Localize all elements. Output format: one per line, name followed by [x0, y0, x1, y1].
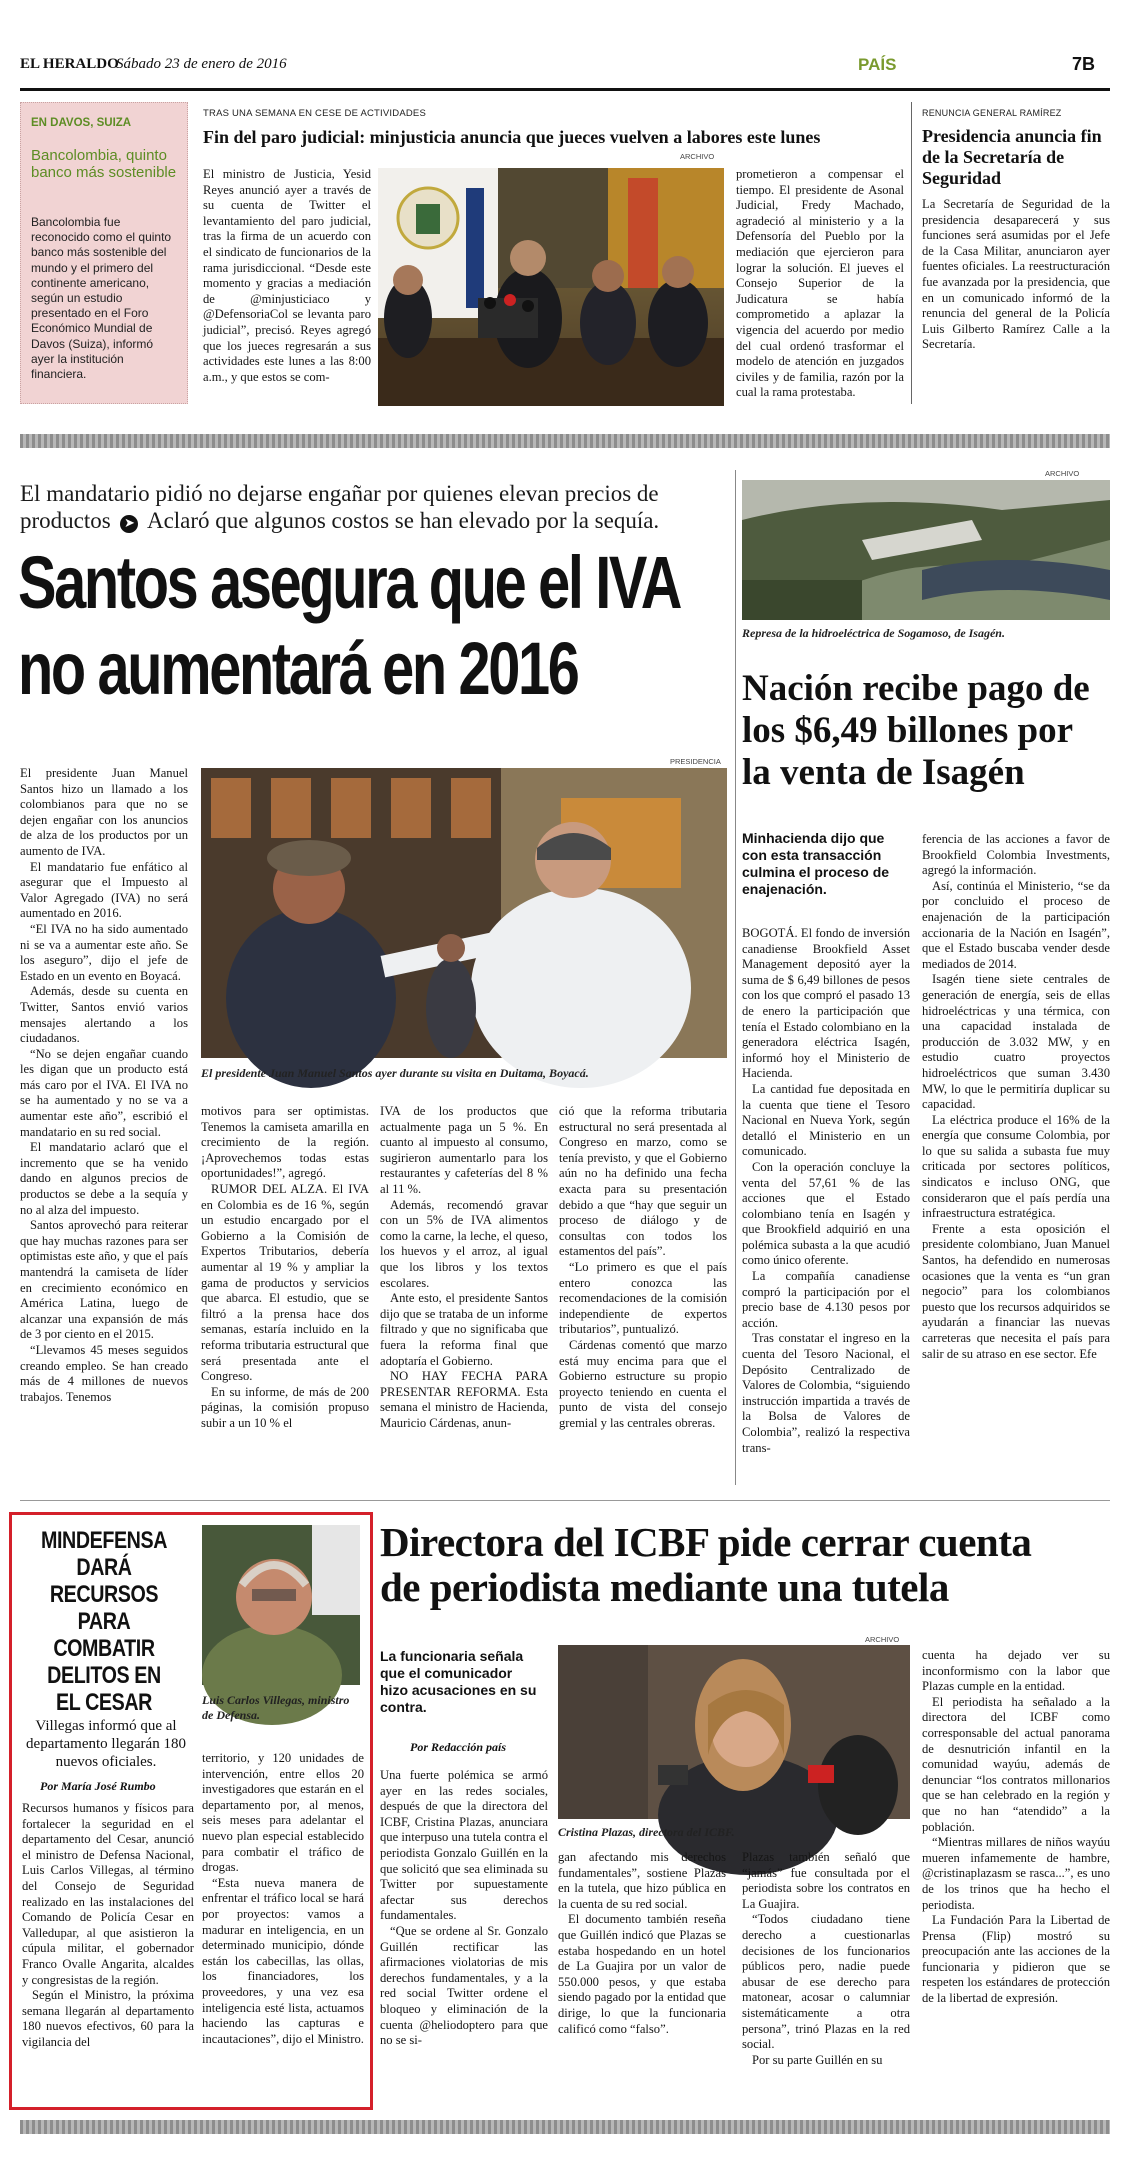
iva-p1: El presidente Juan Manuel Santos hizo un llamado a los colombianos para que no se dejen engañar con los anuncios de alza de los productos por un aumento de IVA.	[20, 766, 188, 858]
section-band-bottom	[20, 2120, 1110, 2134]
icbf-col1-p1: Una fuerte polémica se armó ayer en las redes sociales, después de que la directora del ICBF, Cristina Plazas, anunciara que interpuso una tutela contra el periodista Gonzalo Guillén en la que solicitó que sea eliminada su Twitter por supuestamente afectar sus derechos fundamentales.	[380, 1768, 548, 1923]
section-band-top	[20, 434, 1110, 448]
renuncia-headline: Presidencia anuncia fin de la Secretaría de Seguridad	[922, 126, 1102, 188]
icbf-headline	[380, 1520, 1110, 1610]
isagen-col1-p2: La cantidad fue depositada en la cuenta que tiene el Tesoro Nacional en Nueva York, según detalló el Ministerio en un comunicado.	[742, 1081, 910, 1159]
iva-headline-line2: no aumentará en 2016	[18, 627, 578, 710]
mindefensa-col1-p1: Recursos humanos y físicos para fortalecer la seguridad en el departamento del Cesar, anunció el ministro de Defensa Nacional, Luis Carlos Villegas, al término del Consejo de Seguridad realizado en las instalaciones del Comando de Policía Cesar en Valledupar, al que asistieron la cúpula militar, el gobernador Franco Ovalle Angarita, alcaldes y congresistas de la región.	[22, 1801, 194, 1987]
icbf-col4-p1: cuenta ha dejado ver su inconformismo con la labor que Plazas cumple en la entidad.	[922, 1648, 1110, 1694]
judicial-photo	[378, 168, 724, 406]
ad-headline: Bancolombia, quinto banco más sostenible	[31, 147, 177, 181]
icbf-byline: Por Redacción país	[410, 1740, 506, 1754]
mindefensa-box	[9, 1512, 373, 2110]
icbf-col3-p1: Plazas también señaló que “jamás” fue consultada por el periodista sobre los contratos en La Guajira.	[742, 1850, 910, 1911]
isagen-col1-p3: Con la operación concluye la venta del 57,61 % de las acciones que el Estado colombiano tenía en Isagén y que Brookfield adquirió en una polémica subasta a la que acudió como único oferente.	[742, 1159, 910, 1268]
renuncia-kicker: RENUNCIA GENERAL RAMÍREZ	[922, 108, 1062, 118]
isagen-col2-p2: Así, continúa el Ministerio, “se da por concluido el proceso de enajenación de la participación accionaria de la Nación en Isagén”, que el Estado buscaba vender desde mediados de 2014.	[922, 878, 1110, 971]
ad-text: Bancolombia fue reconocido como el quinto banco más sostenible del mundo y el primero del continente americano, según un estudio presentado en el Foro Económico Mundial de Davos (Suiza), informó ayer la institución financiera.	[31, 215, 172, 382]
isagen-col1-p1: BOGOTÁ. El fondo de inversión canadiense Brookfield Asset Management depositó ayer la suma de $ 6,49 billones de pesos con los que compró el pasado 13 de enero la participación que tenía el Estado colombiano en la generadora eléctrica Isagén, informó hoy el Ministerio de Hacienda.	[742, 926, 910, 1081]
judicial-kicker: TRAS UNA SEMANA EN CESE DE ACTIVIDADES	[203, 108, 426, 119]
iva-deck	[20, 480, 720, 534]
icbf-col4-p4: La Fundación Para la Libertad de Prensa (Flip) mostró su preocupación ante las acciones de la funcionaria y pidieron que se respeten los estándares de protección de la libertad de expresión.	[922, 1913, 1110, 2006]
judicial-col2-text: prometieron a compensar el tiempo. El presidente de Asonal Judicial, Fredy Machado, agradeció al ministerio y a la Defensoría del Pueblo por la mediación que ejercieron para lograr la solución. El jueves el Consejo Superior de la Judicatura se había comprometido a aplazar la vigencia del acuerdo por medio del cual ordenó trasformar el modelo de atención en juzgados civiles y de familia, razón por la cual la rama protestaba.	[736, 167, 904, 400]
icbf-headline-line1: Directora del ICBF pide cerrar cuenta	[380, 1519, 1032, 1565]
isagen-col2-p3: Isagén tiene siete centrales de generación de energía, seis de ellas hidroeléctricas y una térmica, con una capacidad instalada de producción de 3.032 MW, y en estudio cuatro proyectos hidroeléctricos que suman 3.430 MW, lo que le permitiría duplicar su capacidad.	[922, 972, 1110, 1112]
isagen-col1-p4: La compañía canadiense compró la participación por el precio base de 4.130 pesos por acción.	[742, 1269, 910, 1330]
mindefensa-col2-p1: territorio, y 120 unidades de intervención, entre ellos 20 investigadores que estarán en el departamento por, al menos, seis meses para adelantar el nuevo plan especial establecido para combatir el tráfico de drogas.	[202, 1751, 364, 1875]
iva-col4	[559, 1104, 727, 1482]
icbf-photo	[558, 1645, 910, 1819]
paper-name: EL HERALDO	[20, 56, 119, 72]
icbf-col2-p2: El documento también reseña que Guillén indicó que Plazas se estaba hospedando en un hotel de La Guajira por un valor de 550.000 pesos, y que estaba siendo pagado por la entidad que dirige, lo que la funcionaria calificó como “falso”.	[558, 1912, 726, 2036]
judicial-col2	[736, 167, 904, 407]
iva-col2	[201, 1104, 369, 1482]
iva-col4-p1: ció que la reforma tributaria estructural no será presentada al Congreso en marzo, como se tenía previsto, y que el Gobierno aún no ha definido una fecha exacta para su presentación debido a que “hay que seguir un proceso de diálogo y de consultas con todos los estamentos del país”.	[559, 1104, 727, 1259]
iva-p8: “Llevamos 45 meses seguidos creando empleo. Se han creado más de 4 millones de nuevos trabajos. Tenemos	[20, 1342, 188, 1404]
icbf-col3-p3: Por su parte Guillén en su	[752, 2052, 883, 2067]
bancolombia-ad	[20, 102, 188, 404]
issue-date: Sábado 23 de enero de 2016	[116, 56, 287, 72]
icbf-col4-p2: El periodista ha señalado a la directora del ICBF como corresponsable del actual panorama de desnutrición infantil en la comunidad wayúu, además de denunciar “los contratos millonarios que se han celebrado en la región y que no han “atendido” a la población.	[922, 1694, 1110, 1834]
page-number: 7B	[1072, 54, 1096, 74]
arrow-right-icon: ➤	[120, 515, 138, 533]
ad-location: EN DAVOS, SUIZA	[31, 117, 132, 129]
icbf-col1	[380, 1768, 548, 2112]
isagen-col2-p5: Frente a esta oposición el presidente colombiano, Juan Manuel Santos, ha defendido en numerosas ocasiones que la venta es “un gran negocio” para los colombianos puesto que los recursos adquiridos se ayudarán a financiar las nuevas carreteras que necesita el país para salir de su atraso en ese sector. Efe	[922, 1221, 1110, 1361]
iva-col2-p3: En su informe, de más de 200 páginas, la comisión propuso subir a un 10 % el	[201, 1384, 369, 1430]
iva-col3-p2: Además, recomendó gravar con un 5% de IVA alimentos como la carne, la leche, el queso, los huevos y el arroz, al igual que los libros y los textos escolares.	[380, 1197, 548, 1290]
icbf-col1-p2: “Que se ordene al Sr. Gonzalo Guillén rectificar las afirmaciones violatorias de mis derechos fundamentales, y a la red social Twitter ordene el bloqueo y eliminación de la cuenta @heliodoptero para que no se si-	[380, 1923, 548, 2048]
isagen-photo	[742, 480, 1110, 620]
iva-p3: “El IVA no ha sido aumentado ni se va a aumentar este año. Se los aseguro”, dijo el jefe de Estado en un evento en Boyacá.	[20, 921, 188, 983]
iva-isagen-divider	[735, 470, 736, 1485]
iva-headline-line1: Santos asegura que el IVA	[18, 541, 681, 624]
iva-headline	[18, 540, 681, 720]
section-label: PAÍS	[858, 55, 897, 74]
iva-col3-p1: IVA de los productos que actualmente paga un 5 %. En cuanto al impuesto al consumo, sugirieron aumentarlo para los restaurantes y cafeterías del 8 % al 11 %.	[380, 1104, 548, 1196]
icbf-headline-line2: de periodista mediante una tutela	[380, 1564, 949, 1610]
iva-photo-caption: El presidente Juan Manuel Santos ayer durante su visita en Duitama, Boyacá.	[201, 1066, 589, 1080]
icbf-col2	[558, 1850, 726, 2112]
renuncia-text-body: La Secretaría de Seguridad de la presidencia desaparecerá y sus funciones será asumidas por el Jefe de la Casa Militar, anunciaron ayer fuentes oficiales. La reestructuración fue avanzada por la presidencia, que en un comunicado informó de la renuncia del general de la Policía Luis Gilberto Ramírez Calle a la Secretaría.	[922, 197, 1110, 352]
icbf-col4-p3: “Mientras millares de niños wayúu mueren infamemente de hambre, @cristinaplazasm se rasca...”, es uno de los trinos que ha hecho el periodista.	[922, 1835, 1110, 1912]
iva-col3-p3: Ante esto, el presidente Santos dijo que se trataba de un informe filtrado y que no significaba que fuera la reforma final que adoptaría el Gobierno.	[380, 1291, 548, 1368]
iva-col3-p4: NO HAY FECHA PARA PRESENTAR REFORMA. Esta semana el ministro de Hacienda, Mauricio Cárdenas, anun-	[380, 1369, 548, 1430]
isagen-deck: Minhacienda dijo que con esta transacción culmina el proceso de enajenación.	[742, 830, 890, 897]
isagen-photo-graphic	[742, 480, 1110, 620]
bottom-section-rule	[20, 1500, 1110, 1501]
iva-photo-graphic	[201, 768, 727, 1058]
judicial-col1-text: El ministro de Justicia, Yesid Reyes anunció ayer a través de su cuenta de Twitter el levantamiento del paro judicial, tras la firma de un acuerdo con el sindicato de funcionarios de la rama jurisdiccional. “Desde este momento y gracias a mediación de @minjusticiaco y @DefensoriaCol se levanta paro judicial”, precisó. Reyes agregó que los jueces regresarán a sus actividades este lunes a las 8:00 a.m., y que estos se com-	[203, 167, 371, 384]
mindefensa-photo-graphic	[202, 1525, 360, 1685]
mindefensa-col2-p2: “Esta nueva manera de enfrentar el tráfico local se hará por proyectos: vamos a madurar en inteligencia, en un determinado municipio, dónde están los cabecillas, las ollas, los financiadores, los proveedores, y una vez esa inteligencia esté lista, actuamos haciendo las capturas e incautaciones”, dijo el Ministro.	[202, 1875, 364, 2046]
iva-col1	[20, 766, 188, 1484]
mindefensa-col2	[202, 1751, 364, 2105]
mindefensa-deck: Villegas informó que al departamento llegarán 180 nuevos oficiales.	[26, 1718, 186, 1770]
icbf-col4	[922, 1648, 1110, 2112]
isagen-col2-p1: ferencia de las acciones a favor de Brookfield Colombia Investments, agregó la información.	[922, 832, 1110, 878]
judicial-divider	[911, 102, 912, 404]
icbf-deck: La funcionaria señala que el comunicador hizo acusaciones en su contra.	[380, 1648, 537, 1715]
iva-col2-p1: motivos para ser optimistas. Tenemos la camiseta amarilla en crecimiento de la región. ¡Aprovechemos todas estas oportunidades!”, agregó.	[201, 1104, 369, 1181]
mindefensa-col1-p2: Según el Ministro, la próxima semana llegarán al departamento 180 nuevos efectivos, 60 para la vigilancia del	[22, 1988, 194, 2049]
isagen-col1-p5: Tras constatar el ingreso en la cuenta del Tesoro Nacional, el Depósito Centralizado de Valores de Colombia, “siguiendo instrucción impartida a través de la Bolsa de Valores de Colombia”, realizó la respectiva trans-	[742, 1331, 910, 1455]
isagen-col2	[922, 832, 1110, 1482]
isagen-photo-credit: ARCHIVO	[1045, 469, 1080, 478]
masthead-rule	[20, 88, 1110, 91]
iva-col3	[380, 1104, 548, 1482]
judicial-headline: Fin del paro judicial: minjusticia anuncia que jueces vuelven a labores este lunes	[203, 127, 821, 147]
icbf-col3-p2: “Todos ciudadano tiene derecho a cuestionarlas decisiones de los funcionarios públicos pero, nadie puede abusar de ese derecho para matonear, acosar o calumniar sistemáticamente a otra persona”, trinó Plazas en la red social.	[742, 1912, 910, 2052]
mindefensa-byline: Por María José Rumbo	[40, 1779, 156, 1793]
iva-p2: El mandatario fue enfático al asegurar que el Impuesto al Valor Agregado (IVA) no será aumentado en 2016.	[20, 859, 188, 921]
iva-deck-text-2: Aclaró que algunos costos se han elevado por la sequía.	[146, 508, 660, 533]
icbf-col3	[742, 1850, 910, 2112]
judicial-col1	[203, 167, 371, 407]
icbf-photo-caption: Cristina Plazas, directora del ICBF.	[558, 1825, 735, 1839]
isagen-col1	[742, 926, 910, 1482]
iva-p6: El mandatario aclaró que el incremento que se ha venido dando en algunos precios de productos se debe a la sequía y no al alza del impuesto.	[20, 1140, 188, 1217]
icbf-photo-credit: ARCHIVO	[865, 1635, 900, 1644]
mindefensa-photo-caption: Luis Carlos Villegas, ministro de Defensa.	[202, 1693, 350, 1722]
iva-p7: Santos aprovechó para reiterar que hay muchas razones para ser optimistas este año, y que el país mantendrá la camiseta de líder en crecimiento económico en América Latina, luego de alcanzar una expansión de más de 3 por ciento en el 2015.	[20, 1218, 188, 1342]
mindefensa-col1	[22, 1801, 194, 2105]
isagen-col2-p4: La eléctrica produce el 16% de la energía que consume Colombia, por lo que su salida a subasta fue muy criticada por sectores políticos, sindicatos e incluso ONG, que consideraron que el país perdía una infraestructura estratégica.	[922, 1112, 1110, 1221]
mindefensa-photo	[202, 1525, 360, 1685]
iva-p4: Además, desde su cuenta en Twitter, Santos envió varios mensajes alertando a los ciudadanos.	[20, 984, 188, 1046]
isagen-photo-caption: Represa de la hidroeléctrica de Sogamoso, de Isagén.	[742, 626, 1005, 640]
renuncia-text	[922, 197, 1110, 407]
mindefensa-headline: MINDEFENSA DARÁ RECURSOS PARA COMBATIR DELITOS EN EL CESAR	[40, 1527, 167, 1716]
iva-photo-credit: PRESIDENCIA	[670, 757, 721, 766]
iva-deck-text: El mandatario pidió no dejarse engañar por quienes elevan precios de productos	[20, 481, 659, 533]
masthead	[20, 52, 1110, 90]
icbf-photo-graphic	[558, 1645, 910, 1819]
iva-col4-p2: “Lo primero es que el país entero conozca las recomendaciones de la comisión independiente de expertos tributarios”, puntualizó.	[559, 1259, 727, 1337]
judicial-photo-credit: ARCHIVO	[680, 152, 715, 161]
icbf-col2-p1: gan afectando mis derechos fundamentales”, sostiene Plazas en la tutela, que hizo pública en la cuenta de su red social.	[558, 1850, 726, 1911]
iva-col4-p3: Cárdenas comentó que marzo está muy encima para que el Gobierno estructure su propio proyecto teniendo en cuenta el punto de vista del consejo gremial y las centrales obreras.	[559, 1337, 727, 1430]
judicial-photo-graphic	[378, 168, 724, 406]
iva-p5: “No se dejen engañar cuando les digan que un producto está más caro por el IVA. El IVA no se ha aumentado y no se va a aumentar este año”, escribió el mandatario en su red social.	[20, 1046, 188, 1139]
iva-photo	[201, 768, 727, 1058]
isagen-headline: Nación recibe pago de los $6,49 billones por la venta de Isagén	[742, 668, 1090, 793]
iva-col2-p2: RUMOR DEL ALZA. El IVA en Colombia es de 16 %, según un estudio encargado por el Gobierno a la Comisión de Expertos Tributarios, debería aumentar al 19 % y ampliar la gama de productos y servicios que abarca. El estudio, que se filtró a la prensa hace dos semanas, estaría incluido en la reforma tributaria estructural que será presentada ante el Congreso.	[201, 1181, 369, 1384]
